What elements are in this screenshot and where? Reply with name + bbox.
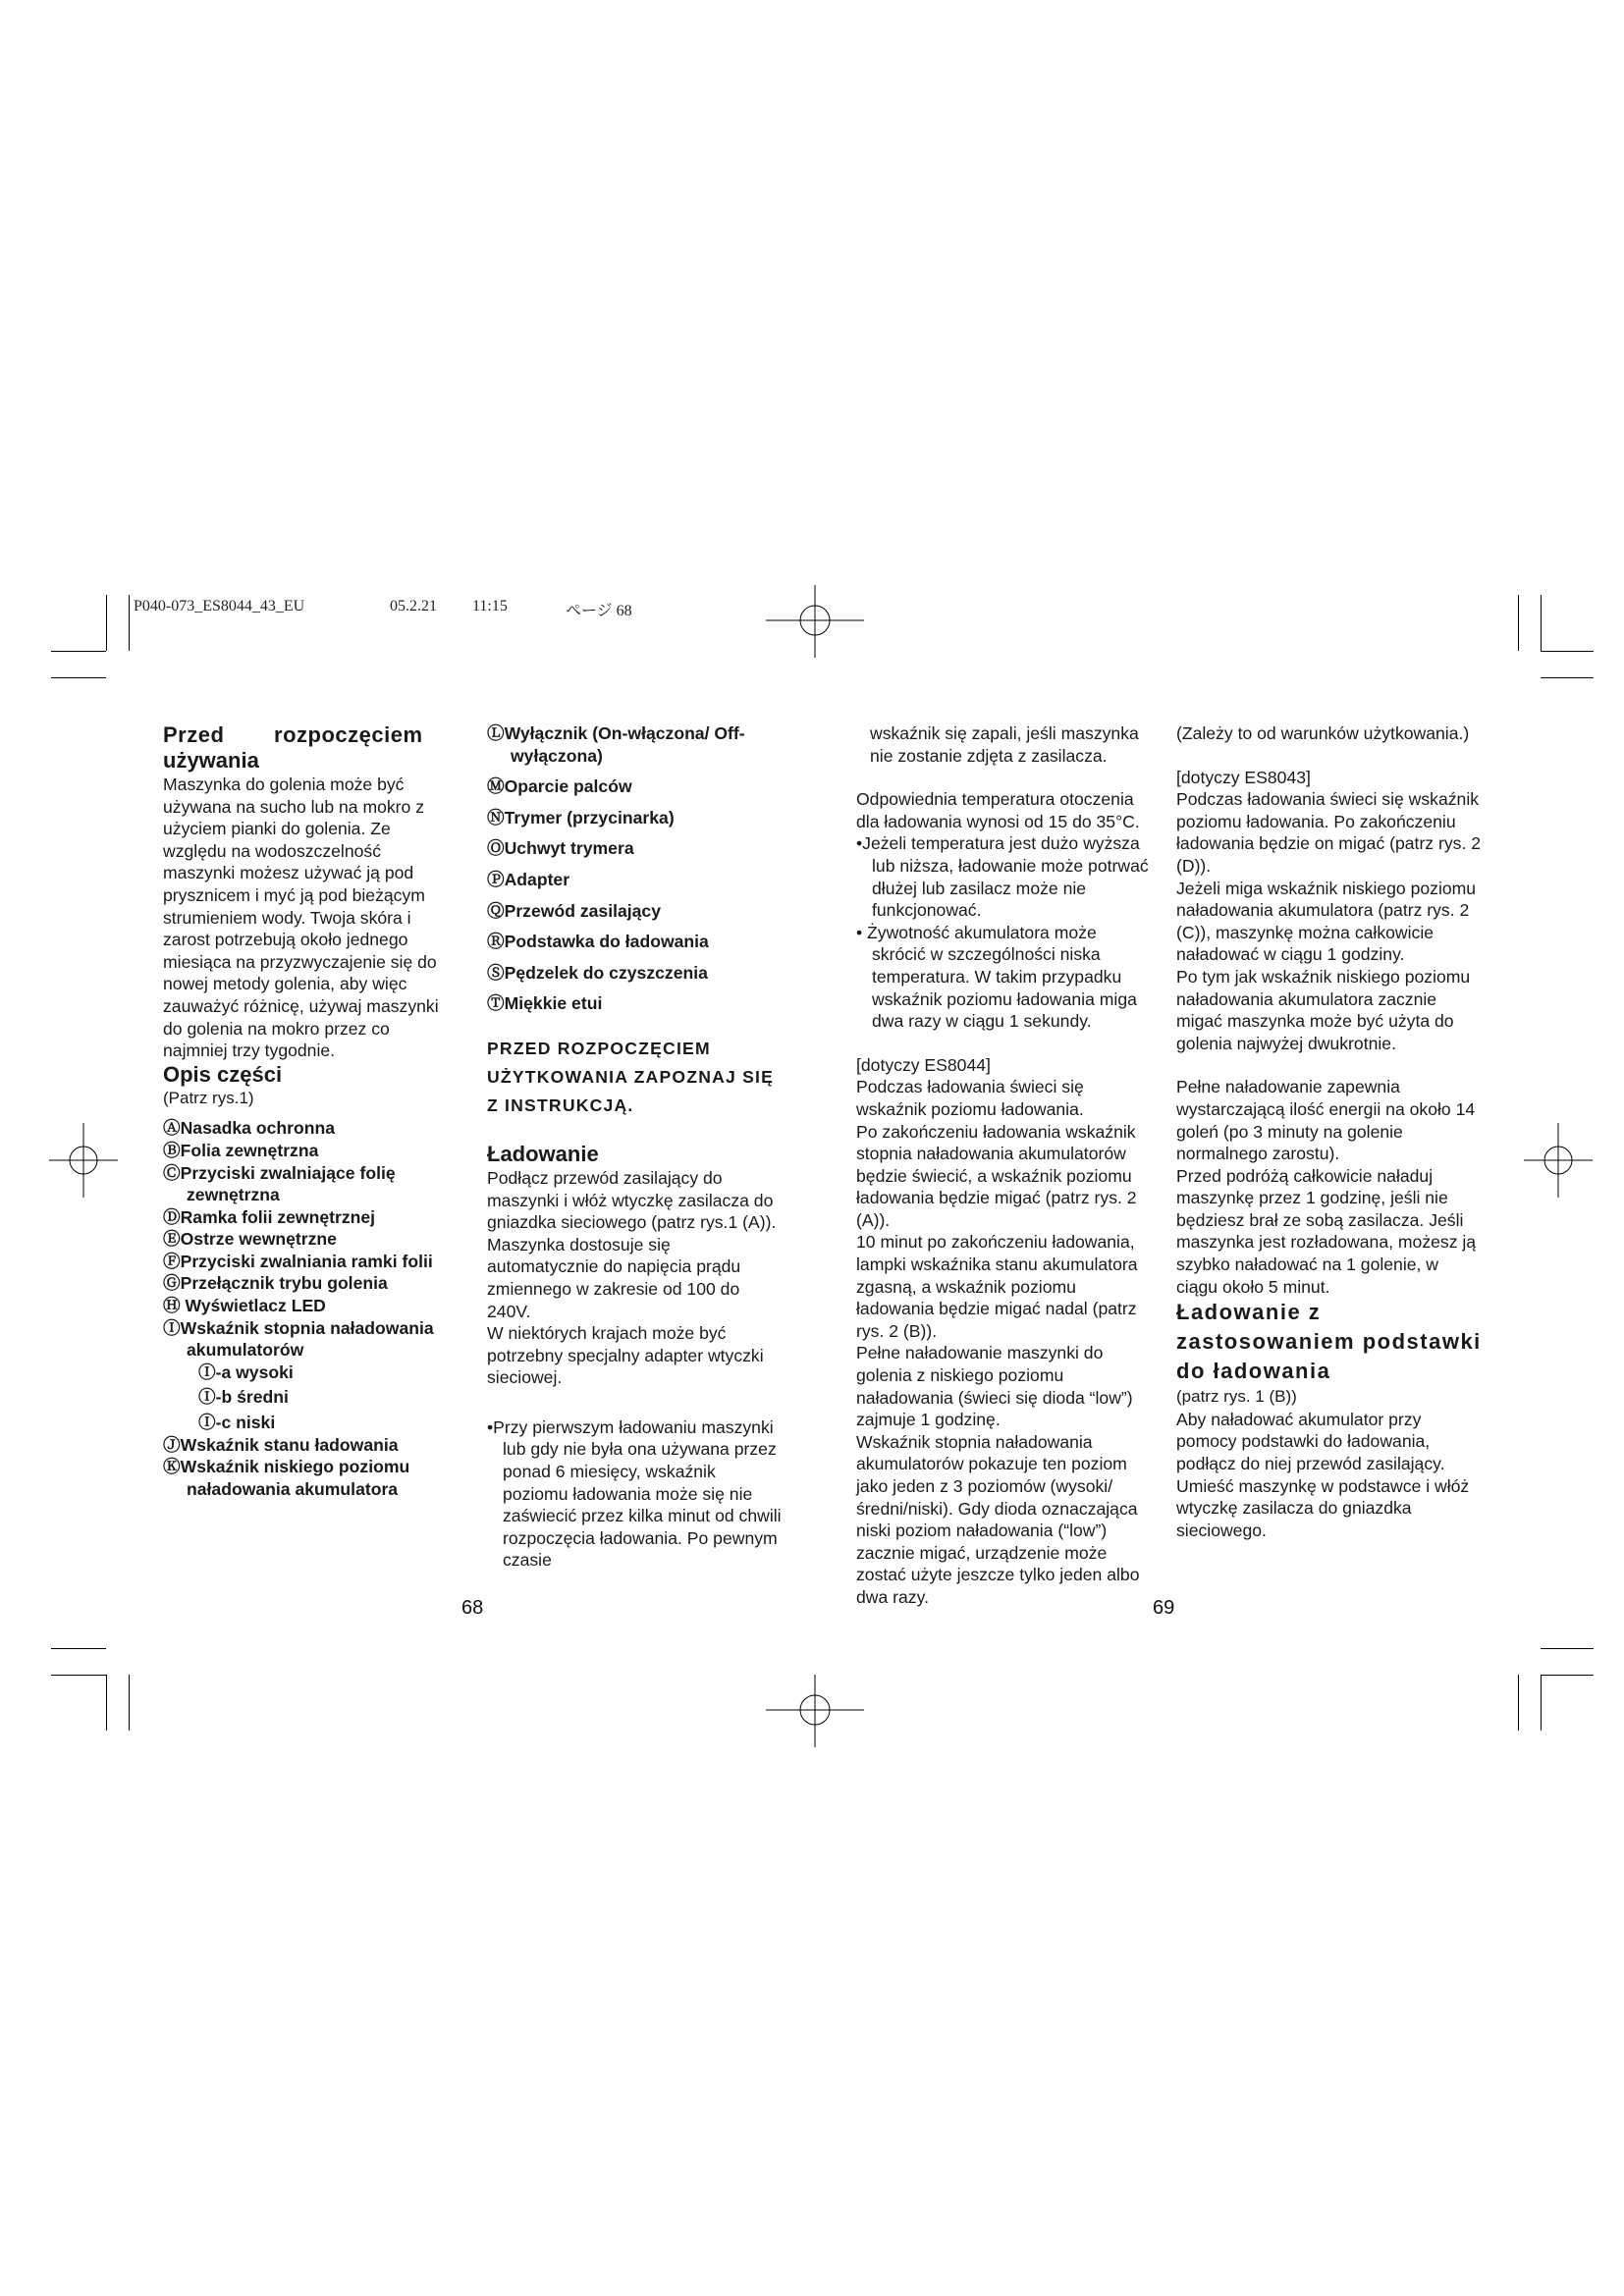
stand-paragraph: Aby naładować akumulator przy pomocy podstawki do ładowania, podłącz do niej przewód zasilający. Umieść maszynkę w podstawce i włóż wtyczkę zasilacza do gniazdka sieciowego. xyxy=(1176,1409,1470,1540)
registration-mark-top xyxy=(766,585,864,658)
model-paragraph: Pełne naładowanie maszynki do golenia z niskiego poziomu naładowania (świeci się dioda “low”) zajmuje 1 godzinę. xyxy=(856,1343,1133,1430)
model-label: [dotyczy ES8044] xyxy=(856,1054,991,1075)
crop-mark xyxy=(106,1675,107,1731)
part-item: ⓈPędzelek do czyszczenia xyxy=(487,962,708,983)
crop-mark xyxy=(129,595,130,651)
temperature-bullet: •Jeżeli temperatura jest dużo wyższa lub niższa, ładowanie może potrwać dłużej lub zasilacz może nie funkcjonować. xyxy=(856,833,1149,921)
part-item: ⒸPrzyciski zwalniające folię zewnętrzna xyxy=(163,1162,396,1205)
full-charge-paragraph: Pełne naładowanie zapewnia wystarczającą ilość energii na około 14 goleń (po 3 minuty na golenie normalnego zarostu). xyxy=(1176,1077,1476,1164)
charging-paragraph: Podłącz przewód zasilający do maszynki i włóż wtyczkę zasilacza do gniazdka sieciowego (patrz rys.1 (A)). xyxy=(487,1167,777,1233)
part-item: ⒿWskaźnik stanu ładowania xyxy=(163,1434,399,1455)
crop-mark xyxy=(51,1648,106,1649)
part-item: ⓀWskaźnik niskiego poziomu naładowania akumulatora xyxy=(163,1457,410,1499)
crop-mark xyxy=(51,651,106,652)
registration-mark-left xyxy=(49,1123,118,1198)
part-item: ⒷFolia zewnętrzna xyxy=(163,1140,319,1160)
subpart-item: Ⓘ-c niski xyxy=(198,1413,276,1433)
registration-mark-bottom xyxy=(766,1675,864,1747)
temperature-bullet: • Żywotność akumulatora może skrócić w szczególności niska temperatura. W takim przypadku wskaźnik poziomu ładowania miga dwa razy w ciągu 1 sekundy. xyxy=(856,922,1137,1032)
crop-mark xyxy=(51,1675,106,1676)
stand-ref: (patrz rys. 1 (B)) xyxy=(1176,1387,1297,1407)
crop-mark xyxy=(1541,595,1542,651)
model-paragraph: Po tym jak wskaźnik niskiego poziomu naładowania akumulatora zacznie migać maszynka może być użyta do golenia najwyżej dwukrotnie. xyxy=(1176,966,1471,1053)
print-header-date: 05.2.21 xyxy=(390,598,437,614)
part-item: ⒶNasadka ochronna xyxy=(163,1118,336,1139)
print-header-time: 11:15 xyxy=(472,598,508,614)
print-header-file: P040-073_ES8044_43_EU xyxy=(134,598,305,614)
part-item: ⓁWyłącznik (On-włączona/ Off-wyłączona) xyxy=(487,723,745,766)
section-title: Przed rozpoczęciem xyxy=(163,722,423,747)
continued-text: wskaźnik się zapali, jeśli maszynka nie zostanie zdjęta z zasilacza. xyxy=(870,723,1139,766)
page-number-right: 69 xyxy=(1153,1597,1175,1619)
part-item: ⓄUchwyt trymera xyxy=(487,838,634,859)
crop-mark xyxy=(51,677,106,678)
registration-mark-right xyxy=(1524,1123,1593,1198)
subpart-item: Ⓘ-a wysoki xyxy=(198,1362,294,1382)
crop-mark xyxy=(1518,595,1519,651)
part-item: ⓅAdapter xyxy=(487,869,570,889)
left-page-column-1 xyxy=(163,722,448,1500)
charging-paragraph: W niektórych krajach może być potrzebny specjalny adapter wtyczki sieciowej. xyxy=(487,1323,764,1388)
part-item: ⓇPodstawka do ładowania xyxy=(487,932,709,952)
section-title: używania xyxy=(163,748,259,773)
crop-mark xyxy=(1541,651,1594,652)
parts-title: Opis części xyxy=(163,1061,283,1087)
part-item: ⒻPrzyciski zwalniania ramki folii xyxy=(163,1251,433,1271)
crop-mark xyxy=(1541,1648,1594,1649)
model-paragraph: 10 minut po zakończeniu ładowania, lampki wskaźnika stanu akumulatora zgasną, a wskaźnik poziomu ładowania będzie migać nadal (patrz rys. 2 (B)). xyxy=(856,1232,1138,1341)
part-item: ⓂOparcie palców xyxy=(487,776,632,797)
crop-mark xyxy=(1541,1675,1594,1676)
crop-mark xyxy=(1541,677,1594,678)
model-paragraph: Wskaźnik stopnia naładowania akumulatorów pokazuje ten poziom jako jeden z 3 poziomów (wysoki/ średni/niski). Gdy dioda oznaczająca niski poziom naładowania (“low”) zacznie migać, urządzenie może zostać użyte jeszcze tylko jeden albo dwa razy. xyxy=(856,1431,1140,1607)
part-item: ⓆPrzewód zasilający xyxy=(487,900,661,921)
stand-charging-title: Ładowanie z zastosowaniem podstawki do ładowania xyxy=(1176,1300,1482,1384)
model-paragraph: Jeżeli miga wskaźnik niskiego poziomu naładowania akumulatora (patrz rys. 2 (C)), maszynkę można całkowicie naładować w ciągu 1 godziny. xyxy=(1176,878,1477,965)
part-item: ⓉMiękkie etui xyxy=(487,993,603,1014)
right-page-column-1 xyxy=(856,722,1153,1609)
model-paragraph: Po zakończeniu ładowania wskaźnik stopnia naładowania akumulatorów będzie świecić, a wskaźnik poziomu ładowania będzie migać (patrz rys. 2 (A)). xyxy=(856,1121,1137,1230)
part-item: ⒾWskaźnik stopnia naładowania akumulatorów xyxy=(163,1317,434,1361)
charging-paragraph: Maszynka dostosuje się automatycznie do napięcia prądu zmiennego w zakresie od 100 do 240V. xyxy=(487,1234,741,1321)
travel-paragraph: Przed podróżą całkowicie naładuj maszynkę przez 1 godzinę, jeśli nie będziesz brał ze sobą zasilacza. Jeśli maszynka jest rozładowana, możesz ją szybko naładować na 1 golenie, w ciągu około 5 minut. xyxy=(1176,1165,1477,1297)
intro-paragraph: Maszynka do golenia może być używana na sucho lub na mokro z użyciem pianki do golenia. Ze względu na wodoszczelność maszynki możesz używać ją pod prysznicem i myć ją pod bieżącym strumieniem wody. Twoja skóra i zarost potrzebują około jednego miesiąca na przyzwyczajenie się do nowej metody golenia, aby więc zauważyć różnicę, używaj maszynki do golenia na mokro przez co najmniej trzy tygodnie. xyxy=(163,774,439,1061)
print-header-page: ページ 68 xyxy=(566,603,632,619)
part-item: Ⓗ Wyświetlacz LED xyxy=(163,1296,326,1316)
crop-mark xyxy=(1541,1675,1542,1731)
charging-bullet: •Przy pierwszym ładowaniu maszynki lub gdy nie była ona używana przez ponad 6 miesięcy, wskaźnik poziomu ładowania może się nie zaświecić przez kilka minut od chwili rozpoczęcia ładowania. Po pewnym czasie xyxy=(487,1416,782,1571)
continued-text: (Zależy to od warunków użytkowania.) xyxy=(1176,723,1470,743)
parts-ref: (Patrz rys.1) xyxy=(163,1088,254,1107)
part-item: ⒹRamka folii zewnętrznej xyxy=(163,1206,376,1227)
left-page-column-2 xyxy=(487,722,782,1572)
warning-notice: PRZED ROZPOCZĘCIEM UŻYTKOWANIA ZAPOZNAJ SIĘ Z INSTRUKCJĄ. xyxy=(487,1038,775,1115)
subpart-item: Ⓘ-b średni xyxy=(198,1387,289,1408)
model-paragraph: Podczas ładowania świeci się wskaźnik poziomu ładowania. xyxy=(856,1077,1084,1119)
crop-mark xyxy=(129,1675,130,1731)
part-item: ⒼPrzełącznik trybu golenia xyxy=(163,1273,388,1294)
part-item: ⓃTrymer (przycinarka) xyxy=(487,807,675,828)
page-number-left: 68 xyxy=(461,1597,484,1619)
charging-title: Ładowanie xyxy=(487,1141,599,1166)
crop-mark xyxy=(1518,1675,1519,1731)
temperature-paragraph: Odpowiednia temperatura otoczenia dla ładowania wynosi od 15 do 35°C. xyxy=(856,789,1140,831)
crop-mark xyxy=(106,595,107,651)
model-paragraph: Podczas ładowania świeci się wskaźnik poziomu ładowania. Po zakończeniu ładowania będzie on migać (patrz rys. 2 (D)). xyxy=(1176,789,1482,876)
model-label: [dotyczy ES8043] xyxy=(1176,767,1311,787)
right-page-column-2 xyxy=(1176,722,1483,1541)
part-item: ⒺOstrze wewnętrzne xyxy=(163,1229,337,1250)
